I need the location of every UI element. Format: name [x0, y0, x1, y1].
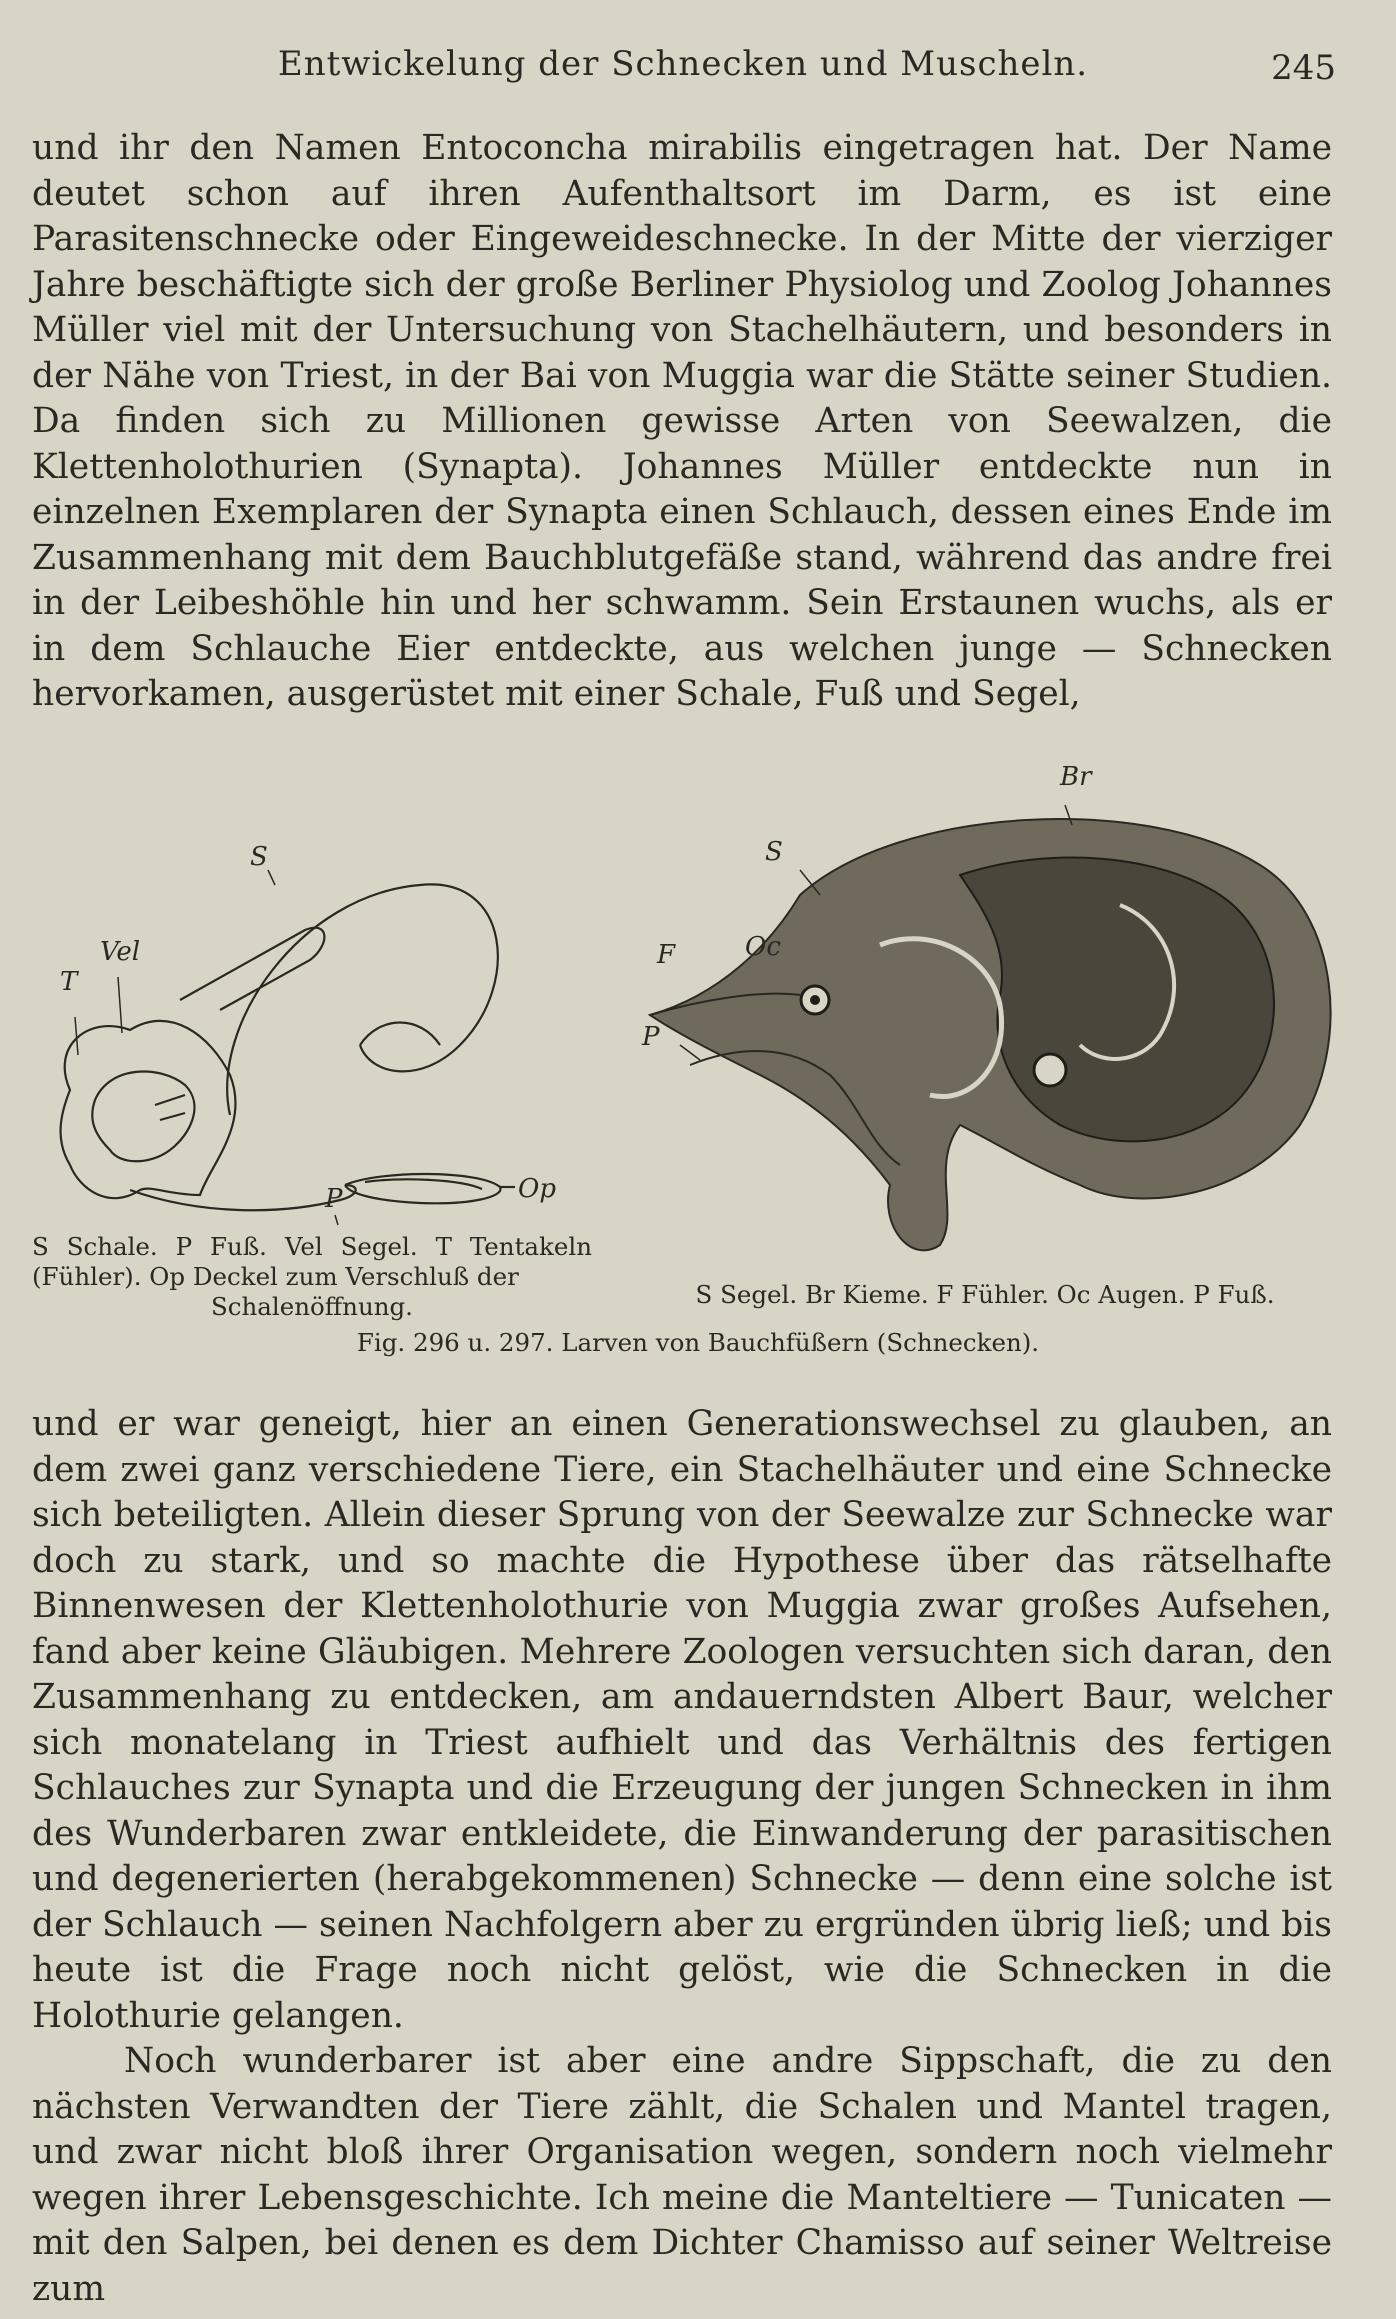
- paragraph: und er war geneigt, hier an einen Generationswechsel zu glauben, an dem zwei ganz verschiedene Tiere, ein Stachelhäuter und eine Schnecke sich beteiligten. Allein dieser Sprung von der Seewalze zur Schnecke war doch zu stark, und so machte die Hypothese über das rätselhafte Binnenwesen der Klettenholothurie von Muggia zwar großes Aufsehen, fand aber keine Gläubigen. Mehrere Zoologen versuchten sich daran, den Zusammenhang zu entdecken, am andauerndsten Albert Baur, welcher sich monatelang in Triest aufhielt und das Verhältnis des fertigen Schlauches zur Synapta und die Erzeugung der jungen Schnecken in ihm des Wunderbaren zwar entkleidete, die Einwanderung der parasitischen und degenerierten (herabgekommenen) Schnecke — denn eine solche ist der Schlauch — seinen Nachfolgern aber zu ergründen übrig ließ; und bis heute ist die Frage noch nicht gelöst, wie die Schnecken in die Holothurie gelangen.: [32, 1404, 1332, 2036]
- label-F: F: [657, 940, 676, 970]
- page-number: 245: [1271, 48, 1336, 88]
- figure-297-larva-drawing: [650, 805, 1331, 1250]
- figure-296-caption: [32, 1232, 592, 1322]
- body-text-bottom: [32, 1402, 1332, 2312]
- caption-296-line1: S Schale. P Fuß. Vel Segel. T Tentakeln (Fühler). Op Deckel zum Verschluß der: [32, 1232, 592, 1291]
- label-P-left: P: [325, 1184, 343, 1214]
- paragraph: und ihr den Namen Entoconcha mirabilis eingetragen hat. Der Name deutet schon auf ihren Aufenthaltsort im Darm, es ist eine Parasitenschnecke oder Eingeweideschnecke. In der Mitte der vierziger Jahre beschäftigte sich der große Berliner Physiolog und Zoolog Johannes Müller viel mit der Untersuchung von Stachelhäutern, und besonders in der Nähe von Triest, in der Bai von Muggia war die Stätte seiner Studien. Da finden sich zu Millionen gewisse Arten von Seewalzen, die Klettenholothurien (Synapta). Johannes Müller entdeckte nun in einzelnen Exemplaren der Synapta einen Schlauch, dessen eines Ende im Zusammenhang mit dem Bauchblutgefäße stand, während das andre frei in der Leibeshöhle hin und her schwamm. Sein Erstaunen wuchs, als er in dem Schlauche Eier entdeckte, aus welchen junge — Schnecken hervorkamen, ausgerüstet mit einer Schale, Fuß und Segel,: [32, 128, 1332, 714]
- label-T: T: [60, 967, 78, 997]
- caption-296-line2: Schalenöffnung.: [211, 1292, 413, 1321]
- figure-296-larva-drawing: [61, 870, 515, 1225]
- figure-297-caption: S Segel. Br Kieme. F Fühler. Oc Augen. P Fuß.: [695, 1280, 1275, 1309]
- label-Op: Op: [518, 1174, 556, 1204]
- label-Oc: Oc: [745, 932, 781, 962]
- page-header: [30, 38, 1336, 88]
- figure-296-label-S: [250, 842, 268, 872]
- label-Br: Br: [1060, 762, 1092, 792]
- body-text-top: [32, 126, 1332, 718]
- label-S: S: [250, 842, 268, 872]
- figure-title: Fig. 296 u. 297. Larven von Bauchfüßern (Schnecken).: [356, 1328, 1040, 1357]
- running-title: Entwickelung der Schnecken und Muscheln.: [277, 44, 1089, 84]
- label-Vel: Vel: [100, 937, 141, 967]
- label-S-right: S: [765, 837, 783, 867]
- paragraph: Noch wunderbarer ist aber eine andre Sippschaft, die zu den nächsten Verwandten der Tiere zählt, die Schalen und Mantel tragen, und zwar nicht bloß ihrer Organisation wegen, sondern noch vielmehr wegen ihrer Lebensgeschichte. Ich meine die Manteltiere — Tunicaten — mit den Salpen, bei denen es dem Dichter Chamisso auf seiner Weltreise zum: [32, 2041, 1332, 2309]
- label-P-right: P: [642, 1022, 660, 1052]
